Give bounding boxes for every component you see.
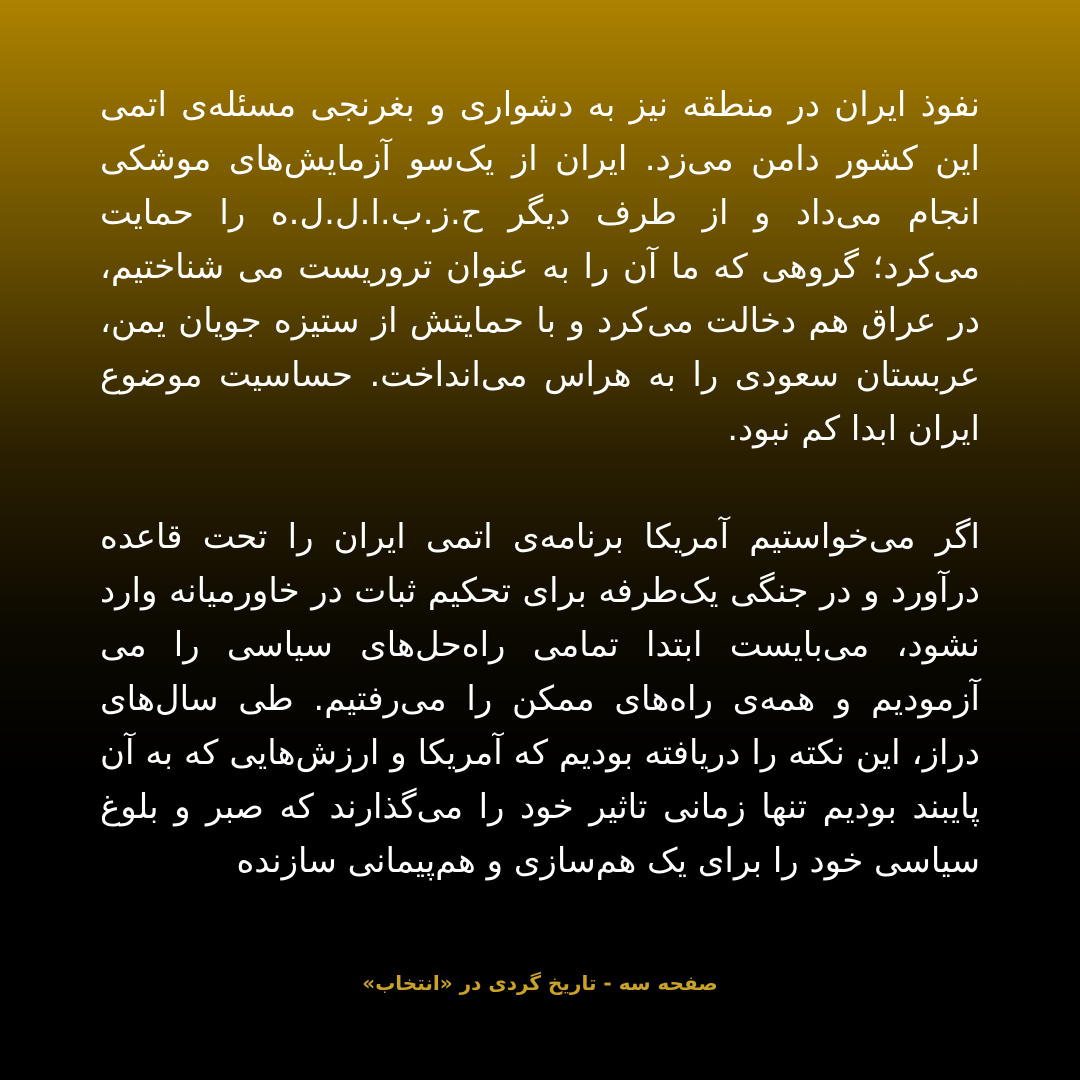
paragraph-2: اگر می‌خواستیم آمریکا برنامه‌ی اتمی ایران را تحت قاعده درآورد و در جنگی یک‌طرفه برای تحکیم ثبات در خاورمیانه وارد نشود، می‌بایست ابتدا تمامی راه‌حل‌های سیاسی را می آزمودیم و همه‌ی راه‌های ممکن را می‌رفتیم. طی سال‌های دراز، این نکته را دریافته بودیم که آمریکا و ارزش‌هایی که به آن پایبند بودیم تنها زمانی تاثیر خود را می‌گذارند که صبر و بلوغ سیاسی خود را برای یک هم‌سازی و هم‌پیمانی سازنده (100, 517, 980, 881)
article-body (100, 78, 980, 888)
page-caption: صفحه سه - تاریخ گردی در «انتخاب» (362, 971, 718, 995)
paragraph-1: نفوذ ایران در منطقه نیز به دشواری و بغرنجی مسئله‌ی اتمی این کشور دامن می‌زد. ایران از یک‌سو آزمایش‌های موشکی انجام می‌داد و از طرف دیگر ح.ز.ب.ا.ل.ل.ه را حمایت می‌کرد؛ گروهی که ما آن را به عنوان تروریست می شناختیم، در عراق هم دخالت می‌کرد و با حمایتش از ستیزه جویان یمن، عربستان سعودی را به هراس می‌انداخت. حساسیت موضوع ایران ابدا کم نبود. (100, 85, 980, 449)
